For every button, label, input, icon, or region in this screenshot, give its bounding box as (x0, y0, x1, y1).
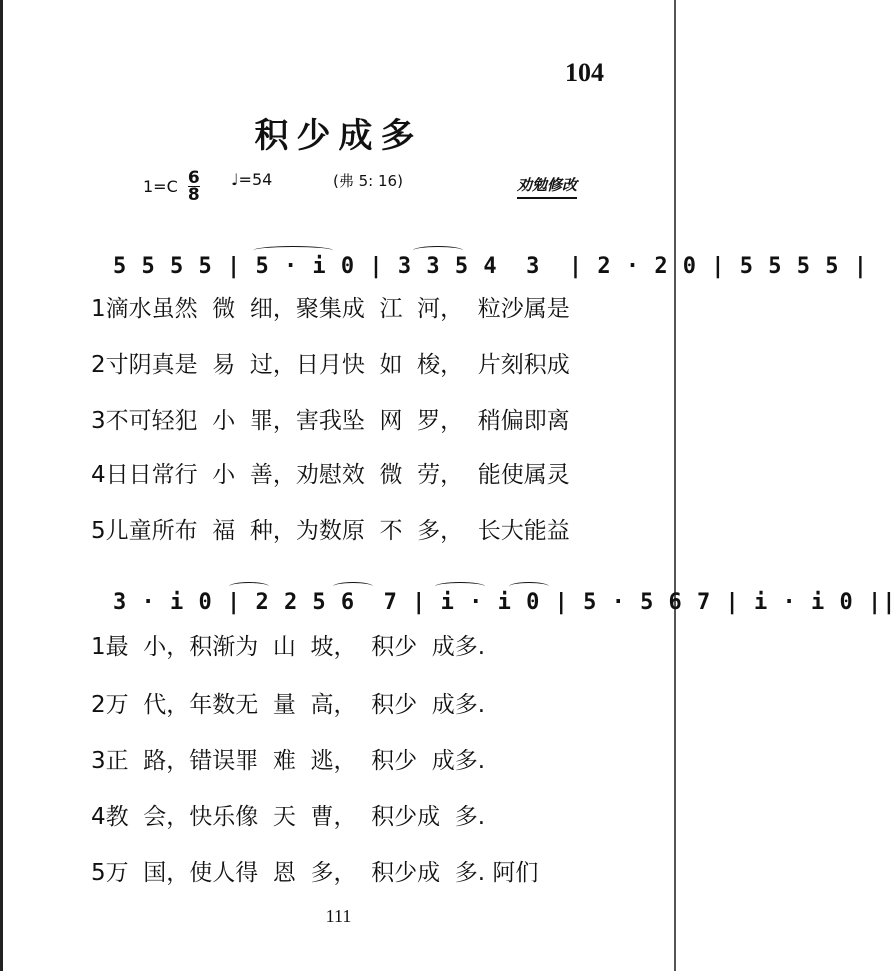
lyric-line: 3不可轻犯 小 罪，害我坠 网 罗， 稍偏即离 (91, 408, 570, 434)
notation-line-1: 5 5 5 5 | 5 · i 0 | 3 3 5 4 3 | 2 · 2 0 | 5 5 5 5 | (113, 254, 868, 279)
lyric-line: 5万 国，使人得 恩 多， 积少成 多. 阿们 (91, 860, 539, 886)
slur-mark (229, 582, 269, 591)
time-signature-top: 6 (187, 168, 200, 188)
author-credit: 劝勉修改 (517, 174, 577, 199)
time-signature (188, 170, 200, 203)
hymn-number: 104 (565, 58, 604, 87)
lyric-line: 1滴水虽然 微 细，聚集成 江 河， 粒沙属是 (91, 296, 570, 322)
slur-mark (413, 246, 463, 255)
lyric-line: 2寸阴真是 易 过，日月快 如 梭， 片刻积成 (91, 352, 570, 378)
lyric-line: 4教 会，快乐像 天 曹， 积少成 多. (91, 804, 486, 830)
slur-mark (333, 582, 373, 591)
scripture-reference: (弗 5: 16) (333, 172, 403, 190)
lyric-line: 1最 小，积渐为 山 坡， 积少 成多. (91, 634, 486, 660)
notation-line-2: 3 · i 0 | 2 2 5 6 7 | i · i 0 | 5 · 5 6 7 | i · i 0 || (113, 590, 896, 615)
lyric-line: 3正 路，错误罪 难 逃， 积少 成多. (91, 748, 486, 774)
page-number: 111 (325, 906, 352, 926)
slur-mark (509, 582, 549, 591)
tempo-marking: ♩=54 (231, 170, 273, 189)
key-signature: 1=C (143, 177, 178, 196)
key-signature-block (143, 170, 200, 203)
time-signature-bottom: 8 (187, 185, 200, 205)
hymn-title: 积少成多 (254, 116, 423, 156)
lyric-line: 4日日常行 小 善，劝慰效 微 劳， 能使属灵 (91, 462, 570, 488)
slur-mark (435, 582, 485, 591)
lyric-line: 2万 代，年数无 量 高， 积少 成多. (91, 692, 486, 718)
slur-mark (253, 246, 333, 255)
lyric-line: 5儿童所布 福 种，为数原 不 多， 长大能益 (91, 518, 570, 544)
